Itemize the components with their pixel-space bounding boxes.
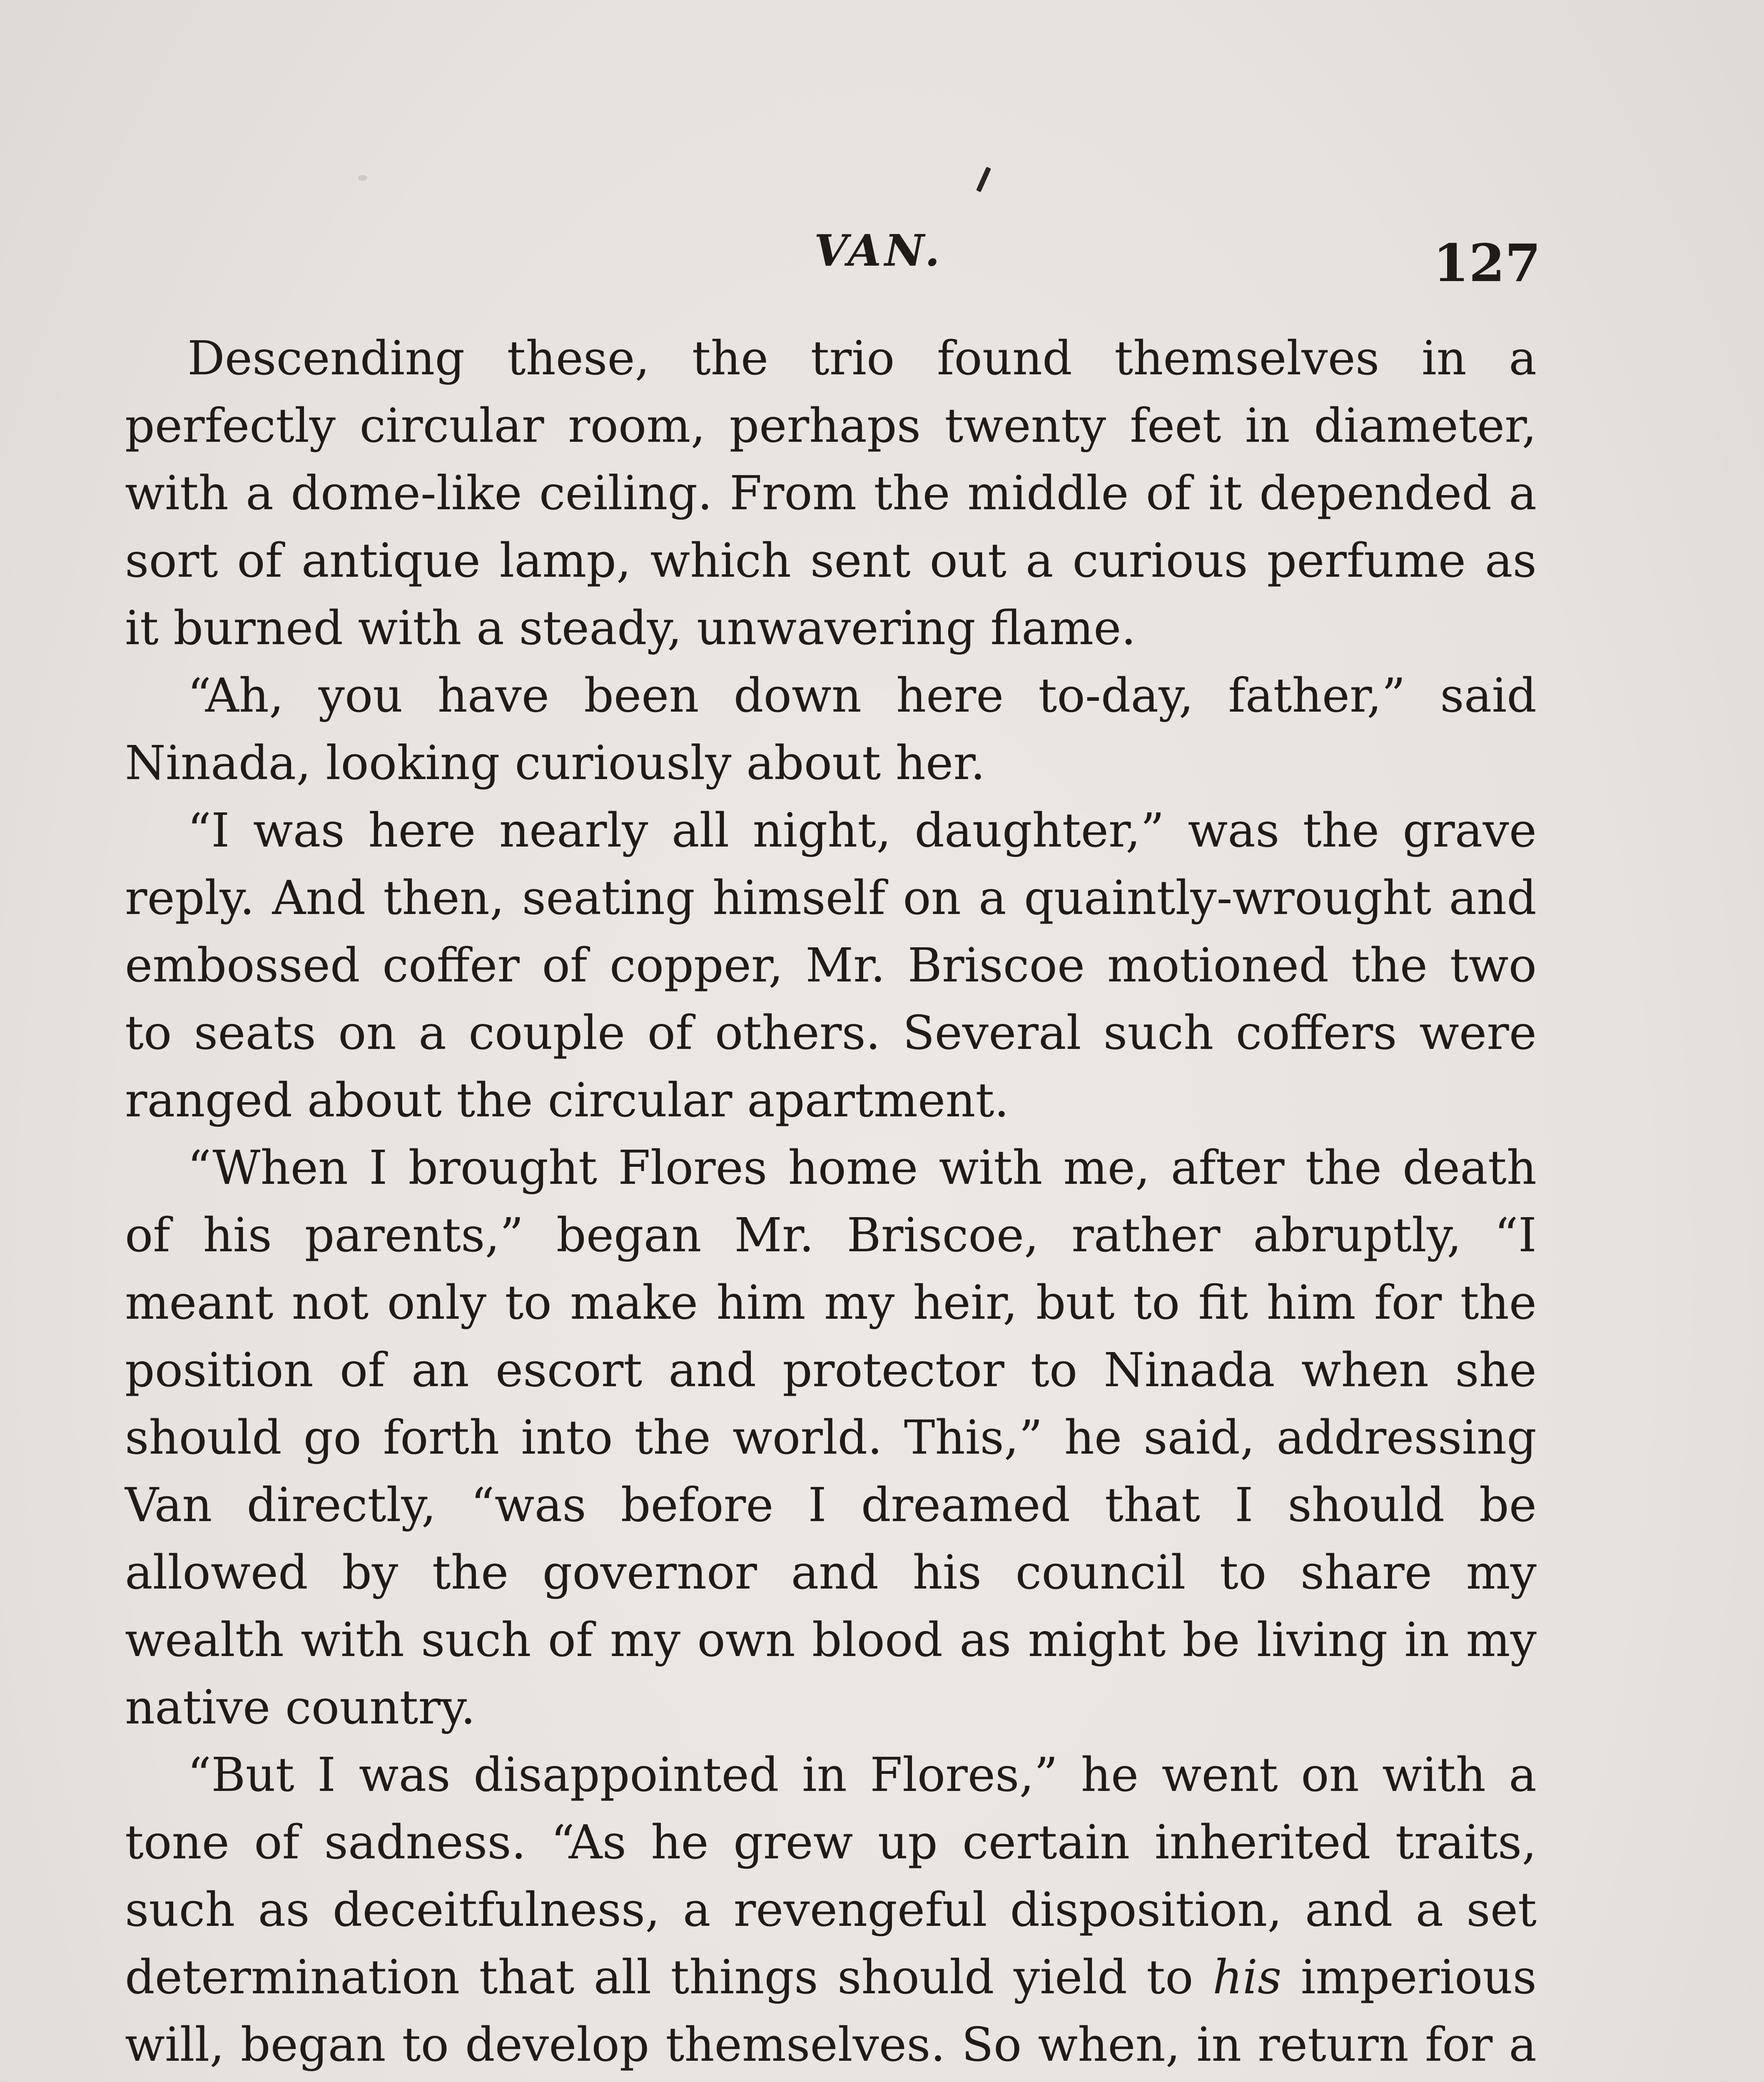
paper-blemish [358,175,367,181]
page-number: 127 [1433,233,1541,294]
paragraph-1: Descending these, the trio found themselves in a perfectly circular room, perhaps twenty feet in diameter, with a dome-like ceiling. From the middle of it depended a sort of antique lamp, which sent out a curious perfume as it burned with a steady, unwavering flame. [125,331,1537,655]
paragraph-5-start: “But I was disappointed in Flores,” he went on with a tone of sadness. “As he grew up certain inherited traits, such as deceitfulness, a revengeful disposition, and a set determination that all things should yield to [125,1748,1537,2005]
running-head: VAN. [814,225,943,276]
paragraph-4: “When I brought Flores home with me, after the death of his parents,” began Mr. Briscoe, rather abruptly, “I meant not only to make him my heir, but to fit him for the position of an escort and protector to Ninada when she should go forth into the world. This,” he said, addressing Van directly, “was before I dreamed that I should be allowed by the governor and his council to share my wealth with such of my own blood as might be living in my native country. [125,1141,1537,1735]
paragraph-2: “Ah, you have been down here to-day, father,” said Ninada, looking curiously about her. [125,669,1537,790]
paragraph-3: “I was here nearly all night, daughter,” was the grave reply. And then, seating himself on a quaintly-wrought and embossed coffer of copper, Mr. Briscoe motioned the two to seats on a couple of others. Several such coffers were ranged about the circular apartment. [125,804,1537,1128]
paragraph-5 [125,1741,1537,2082]
ink-mark [976,167,991,192]
paragraph-5-end: imperious will, began to develop themselves. So when, in return for a [125,1950,1537,2072]
body-text [125,325,1537,2082]
italic-word: his [1212,1950,1282,2005]
